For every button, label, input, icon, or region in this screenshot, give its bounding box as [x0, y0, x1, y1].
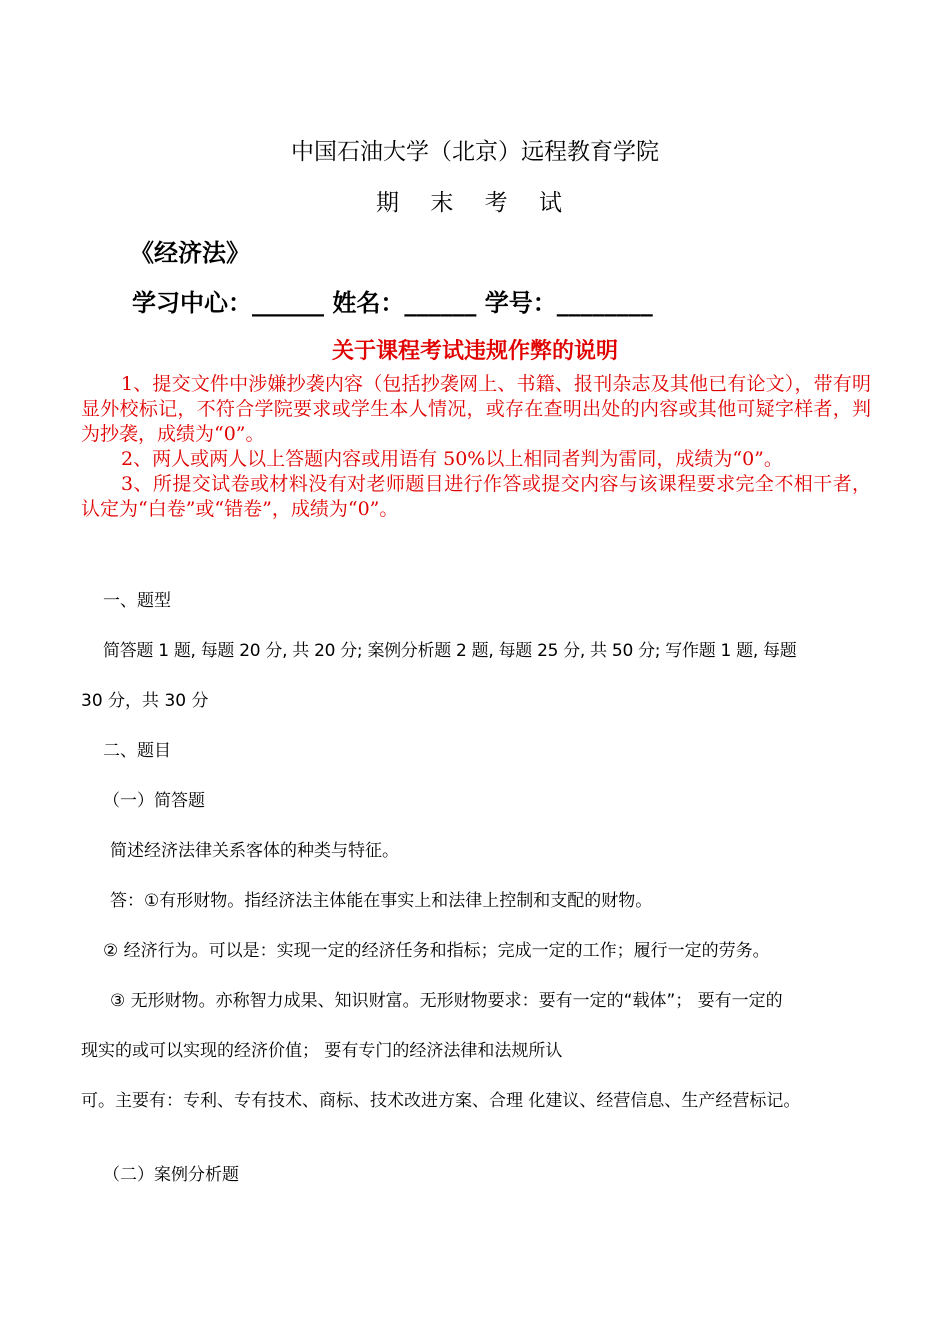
question-types-line1: 简答题 1 题, 每题 20 分, 共 20 分; 案例分析题 2 题, 每题 25 分, 共 50 分; 写作题 1 题, 每题: [103, 641, 797, 661]
student-info-line: 学习中心：______ 姓名：______ 学号：________: [132, 289, 653, 317]
subsection-case-analysis: （二）案例分析题: [103, 1165, 239, 1185]
section-heading-questions: 二、题目: [103, 741, 171, 761]
answer-line-4: 现实的或可以实现的经济价值； 要有专门的经济法律和法规所认: [81, 1041, 563, 1061]
notice-rules: [81, 372, 871, 522]
question-types-line2: 30 分，共 30 分: [81, 691, 209, 711]
answer-line-1: 答：①有形财物。指经济法主体能在事实上和法律上控制和支配的财物。: [110, 891, 653, 911]
exam-title: 期 末 考 试: [376, 190, 574, 216]
rule-2: 2、两人或两人以上答题内容或用语有 50%以上相同者判为雷同，成绩为“0”。: [121, 448, 783, 470]
section-heading-types: 一、题型: [103, 591, 171, 611]
rule-3: 3、所提交试卷或材料没有对老师题目进行作答或提交内容与该课程要求完全不相干者，认定为“白卷”或“错卷”，成绩为“0”。: [81, 473, 871, 520]
course-title: 《经济法》: [130, 238, 250, 267]
question-text: 简述经济法律关系客体的种类与特征。: [110, 841, 399, 861]
answer-line-3: ③ 无形财物。亦称智力成果、知识财富。无形财物要求：要有一定的“载体”； 要有一定的: [110, 991, 783, 1011]
rule-1: 1、提交文件中涉嫌抄袭内容（包括抄袭网上、书籍、报刊杂志及其他已有论文），带有明显外校标记，不符合学院要求或学生本人情况，或存在查明出处的内容或其他可疑字样者，判为抄袭，成绩为“0”。: [81, 373, 871, 445]
notice-title: 关于课程考试违规作弊的说明: [331, 339, 618, 364]
answer-line-5: 可。主要有：专利、专有技术、商标、技术改进方案、合理 化建议、经营信息、生产经营标记。: [81, 1091, 801, 1111]
answer-line-2: ② 经济行为。可以是：实现一定的经济任务和指标；完成一定的工作；履行一定的劳务。: [103, 941, 770, 961]
subsection-short-answer: （一）简答题: [103, 791, 205, 811]
university-title: 中国石油大学（北京）远程教育学院: [291, 139, 659, 165]
